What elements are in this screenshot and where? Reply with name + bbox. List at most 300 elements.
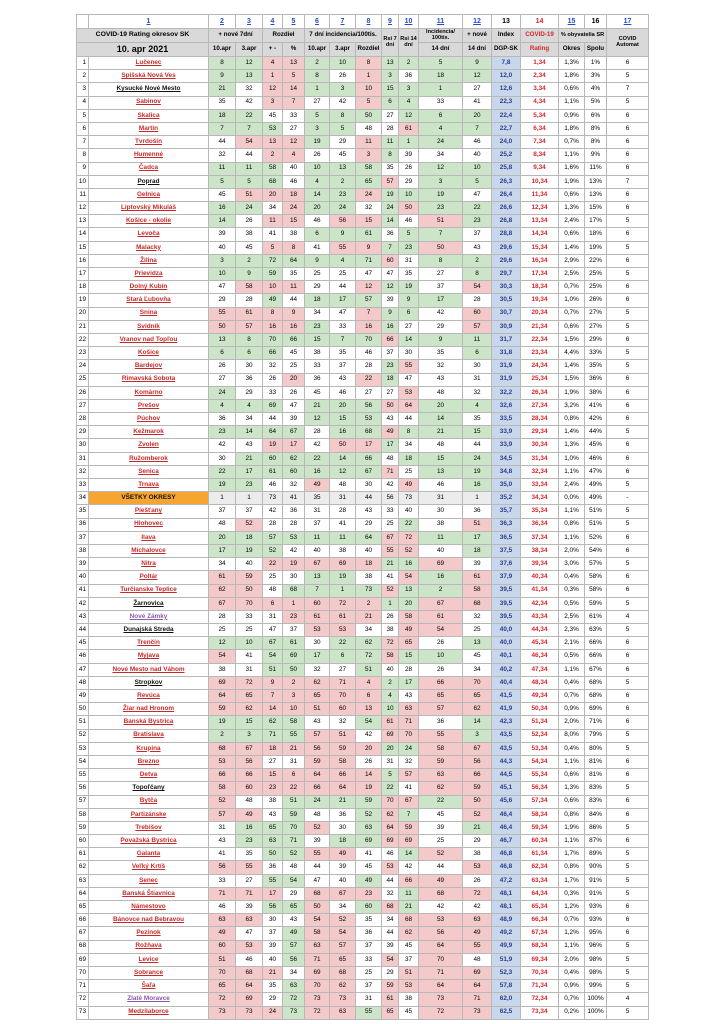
new-10apr-cell: 41 [209,848,236,861]
inc7-3apr-cell: 60 [330,703,356,716]
covid-automat-cell: 5 [607,307,649,320]
pct-spolu-cell: 68% [585,690,607,703]
rsi7-cell: 21 [382,558,399,571]
inc7-3apr-cell: 39 [330,861,356,874]
district-link[interactable]: Púchov [136,414,161,422]
district-link[interactable]: Skalica [137,111,160,119]
inc7-diff-cell: 9 [356,241,382,254]
rating-cell: 21,34 [521,320,559,333]
new-3apr-cell: 10 [236,637,263,650]
district-link[interactable]: Čadca [138,164,159,172]
pct-okres-cell: 1,6% [559,162,585,175]
rsi14-cell: 14 [399,333,419,346]
district-link[interactable]: Galanta [136,850,161,858]
col-number-15[interactable]: 15 [559,15,585,29]
rating-cell: 25,34 [521,373,559,386]
district-link[interactable]: Rožňava [135,942,162,950]
rsi7-cell: 25 [382,518,399,531]
district-link[interactable]: Šaľa [141,982,156,990]
covid-automat-cell: 5 [607,782,649,795]
district-link[interactable]: Liptovský Mikuláš [120,203,177,211]
inc7-3apr-cell: 50 [330,439,356,452]
col-number-12[interactable]: 12 [463,15,492,29]
inc7-diff-cell: 21 [356,610,382,623]
diff-pct-cell: 9 [283,307,305,320]
table-row [77,558,649,571]
district-link[interactable]: Zlaté Moravce [127,995,170,1003]
index-dgp-cell: 22,3 [492,96,521,109]
district-link[interactable]: Košice [138,349,159,357]
subheader-3apr: 3.apr [236,43,263,57]
district-link[interactable]: Rimavská Sobota [121,375,176,383]
new14-cell: 20 [463,109,492,122]
index-dgp-cell: 46,4 [492,808,521,821]
district-link[interactable]: Poltár [139,573,158,581]
district-link[interactable]: Topoľčany [132,784,165,792]
table-row [77,861,649,874]
district-link[interactable]: Považská Bystrica [120,836,177,844]
diff-pct-cell: 22 [283,782,305,795]
new-10apr-cell: 3 [209,254,236,267]
district-name-cell [89,690,209,703]
rating-cell: 35,34 [521,505,559,518]
new14-cell: 25 [463,624,492,637]
index-dgp-cell: 40,0 [492,637,521,650]
new14-cell: 29 [463,835,492,848]
diff-pct-cell: 14 [283,83,305,96]
index-dgp-cell: 57,8 [492,980,521,993]
district-name-cell [89,755,209,768]
district-link[interactable]: Ružomberok [129,454,168,462]
district-link[interactable]: Tvrdošín [135,138,162,146]
inc14-cell: 55 [419,729,463,742]
inc7-diff-cell: 35 [356,914,382,927]
table-row [77,795,649,808]
new-10apr-cell: 66 [209,769,236,782]
index-dgp-cell: 35,0 [492,479,521,492]
row-number: 47 [77,663,89,676]
district-link[interactable]: Hlohovec [134,520,163,528]
inc7-10apr-cell: 31 [305,505,330,518]
table-row [77,215,649,228]
covid-automat-cell: 6 [607,650,649,663]
district-name-cell [89,914,209,927]
diff-plusminus-cell: 52 [263,544,283,557]
rsi14-cell: 35 [399,268,419,281]
district-link[interactable]: Bratislava [133,731,164,739]
new-3apr-cell: 59 [236,571,263,584]
col-number-10[interactable]: 10 [399,15,419,29]
rsi7-cell: 67 [382,531,399,544]
new-10apr-cell: 19 [209,479,236,492]
rsi7-cell: 57 [382,175,399,188]
rsi14-cell: 28 [399,663,419,676]
diff-pct-cell: 19 [283,558,305,571]
row-number: 29 [77,426,89,439]
table-row [77,782,649,795]
inc14-cell: 12 [419,162,463,175]
district-link[interactable]: Stará Ľubovňa [126,296,171,304]
inc7-diff-cell: 28 [356,360,382,373]
district-link[interactable]: Komárno [134,388,163,396]
col-number-11[interactable]: 11 [419,15,463,29]
rating-cell: 53,34 [521,742,559,755]
index-dgp-cell: 31,9 [492,360,521,373]
district-link[interactable]: Trebišov [135,823,162,831]
diff-plusminus-cell: 61 [263,465,283,478]
district-name-cell [89,479,209,492]
covid-automat-cell: 6 [607,57,649,70]
district-link[interactable]: Malacky [136,243,161,251]
inc7-3apr-cell: 42 [330,96,356,109]
index-dgp-cell: 29,6 [492,241,521,254]
rsi14-cell: 27 [399,320,419,333]
rating-cell: 3,34 [521,83,559,96]
diff-pct-cell: 15 [283,215,305,228]
covid-automat-cell: 6 [607,703,649,716]
district-link[interactable]: Myjava [137,652,160,660]
rsi14-cell: 2 [399,57,419,70]
district-link[interactable]: VŠETKY OKRESY [121,494,176,502]
diff-pct-cell: 53 [283,531,305,544]
district-link[interactable]: Krupina [136,744,161,752]
inc7-diff-cell: 15 [356,215,382,228]
rsi14-cell: 73 [399,492,419,505]
table-row [77,333,649,346]
pct-spolu-cell: 13% [585,188,607,201]
district-link[interactable]: Košice - okolie [125,217,172,225]
district-link[interactable]: Poprad [137,177,160,185]
new-3apr-cell: 42 [236,96,263,109]
col-number-17[interactable]: 17 [607,15,649,29]
district-link[interactable]: Trnava [138,480,159,488]
inc7-10apr-cell: 52 [305,821,330,834]
index-dgp-cell: 12,0 [492,70,521,83]
diff-plusminus-cell: 7 [263,690,283,703]
rating-cell: 10,34 [521,175,559,188]
inc7-10apr-cell: 55 [305,848,330,861]
col-number-2[interactable]: 2 [209,15,236,29]
district-link[interactable]: Lučenec [135,58,162,66]
new-3apr-cell: 34 [236,413,263,426]
index-dgp-cell: 34,8 [492,465,521,478]
new14-cell: 15 [463,426,492,439]
col-number-4[interactable]: 4 [263,15,283,29]
district-link[interactable]: Pezinok [136,929,161,937]
district-name-cell [89,386,209,399]
district-link[interactable]: Brezno [137,757,160,765]
inc14-cell: 71 [419,966,463,979]
inc7-diff-cell: 43 [356,505,382,518]
row-number: 56 [77,782,89,795]
district-name-cell [89,162,209,175]
inc7-diff-cell: 23 [356,887,382,900]
district-name-cell [89,544,209,557]
new-3apr-cell: 48 [236,795,263,808]
diff-plusminus-cell: 42 [263,505,283,518]
district-link[interactable]: Žiar nad Hronom [122,705,175,713]
new14-cell: 10 [463,162,492,175]
inc7-diff-cell: 7 [356,307,382,320]
district-link[interactable]: Levice [138,955,159,963]
table-row [77,413,649,426]
inc14-cell: 3 [419,175,463,188]
covid-automat-cell: 5 [607,360,649,373]
pct-okres-cell: 0,6% [559,320,585,333]
diff-plusminus-cell: 60 [263,452,283,465]
diff-plusminus-cell: 72 [263,254,283,267]
new-3apr-cell: 72 [236,676,263,689]
col-number-5[interactable]: 5 [283,15,305,29]
inc7-3apr-cell: 26 [330,70,356,83]
pct-spolu-cell: 46% [585,452,607,465]
district-link[interactable]: Veľký Krtíš [131,863,166,871]
diff-pct-cell: 41 [283,492,305,505]
diff-pct-cell: 31 [283,755,305,768]
table-row [77,571,649,584]
header-row-1 [77,29,649,43]
new-10apr-cell: 26 [209,360,236,373]
district-name-cell [89,83,209,96]
diff-plusminus-cell: 47 [263,624,283,637]
col-number-16: 16 [585,15,607,29]
district-link[interactable]: Bardejov [134,362,163,370]
new14-cell: 45 [463,650,492,663]
district-link[interactable]: Dolný Kubín [129,283,168,291]
district-link[interactable]: Gelnica [136,190,161,198]
district-link[interactable]: Humenné [133,151,164,159]
row-number: 39 [77,558,89,571]
col-number-6[interactable]: 6 [305,15,330,29]
col-number-3[interactable]: 3 [236,15,263,29]
district-link[interactable]: Revúca [137,691,160,699]
inc7-3apr-cell: 23 [330,188,356,201]
district-link[interactable]: Senec [139,876,158,884]
rsi7-cell: 44 [382,874,399,887]
diff-pct-cell: 52 [283,848,305,861]
table-row [77,505,649,518]
col-number-9[interactable]: 9 [382,15,399,29]
diff-pct-cell: 67 [283,426,305,439]
table-row [77,465,649,478]
district-link[interactable]: Zvolen [138,441,159,449]
diff-plusminus-cell: 49 [263,294,283,307]
inc7-diff-cell: 66 [356,452,382,465]
rating-cell: 72,34 [521,993,559,1006]
rsi14-cell: 16 [399,558,419,571]
rsi7-cell: 66 [382,333,399,346]
diff-pct-cell: 47 [283,399,305,412]
pct-spolu-cell: 3% [585,70,607,83]
pct-okres-cell: 1,1% [559,755,585,768]
district-link[interactable]: Stropkov [134,678,163,686]
rsi14-cell: 65 [399,637,419,650]
district-link[interactable]: Partizánske [130,810,167,818]
district-link[interactable]: Medzilaborce [128,1008,169,1016]
inc7-diff-cell: 14 [356,769,382,782]
inc7-3apr-cell: 8 [330,109,356,122]
inc7-diff-cell: 22 [356,373,382,386]
new-3apr-cell: 55 [236,861,263,874]
new-3apr-cell: 27 [236,874,263,887]
row-number: 64 [77,887,89,900]
diff-plusminus-cell: 58 [263,162,283,175]
inc7-diff-cell: 10 [356,83,382,96]
new-10apr-cell: 47 [209,281,236,294]
diff-plusminus-cell: 26 [263,373,283,386]
district-name-cell [89,861,209,874]
rsi14-cell: 45 [399,940,419,953]
new-3apr-cell: 39 [236,901,263,914]
inc7-3apr-cell: 37 [330,360,356,373]
col-number-8[interactable]: 8 [356,15,382,29]
district-link[interactable]: Námestovo [131,902,166,910]
district-link[interactable]: Dunajská Streda [123,625,174,633]
new14-cell: 21 [463,821,492,834]
district-link[interactable]: Žilina [140,256,157,264]
district-link[interactable]: Senica [138,467,159,475]
district-link[interactable]: Trenčín [137,639,160,647]
district-link[interactable]: Nové Mesto nad Váhom [112,665,185,673]
rsi7-cell: 16 [382,320,399,333]
col-number-1[interactable]: 1 [89,15,209,29]
district-link[interactable]: Detva [139,771,158,779]
district-link[interactable]: Turčianske Teplice [120,586,177,594]
new-3apr-cell: 26 [236,215,263,228]
inc7-diff-cell: 17 [356,439,382,452]
inc14-cell: 36 [419,716,463,729]
diff-pct-cell: 73 [283,1006,305,1019]
diff-plusminus-cell: 34 [263,202,283,215]
district-link[interactable]: Kežmarok [133,428,164,436]
inc7-diff-cell: 11 [356,136,382,149]
district-link[interactable]: Svidník [137,322,160,330]
subheader-okres: Okres [559,43,585,57]
district-link[interactable]: Sobrance [133,968,164,976]
rsi14-cell: 29 [399,175,419,188]
district-name-cell [89,57,209,70]
rating-cell: 11,34 [521,188,559,201]
district-link[interactable]: Prešov [137,401,160,409]
new-10apr-cell: 72 [209,993,236,1006]
col-number-13: 13 [492,15,521,29]
inc7-3apr-cell: 34 [330,901,356,914]
table-row [77,175,649,188]
diff-plusminus-cell: 4 [263,57,283,70]
pct-okres-cell: 1,8% [559,122,585,135]
rsi14-cell: 42 [399,861,419,874]
index-dgp-cell: 47,2 [492,874,521,887]
index-dgp-cell: 37,6 [492,558,521,571]
pct-spolu-cell: 100% [585,1006,607,1019]
rsi14-cell: 26 [399,162,419,175]
district-link[interactable]: Prievidza [134,269,163,277]
new14-cell: 47 [463,188,492,201]
rsi7-cell: 39 [382,940,399,953]
pct-okres-cell: 1,2% [559,927,585,940]
district-name-cell [89,848,209,861]
inc14-cell: 65 [419,690,463,703]
rating-cell: 67,34 [521,927,559,940]
district-link[interactable]: Žarnovica [133,599,164,607]
district-name-cell [89,808,209,821]
rsi7-cell: 20 [382,742,399,755]
rating-cell: 73,34 [521,1006,559,1019]
table-row [77,690,649,703]
diff-plusminus-cell: 17 [263,887,283,900]
district-link[interactable]: Bánovce nad Bebravou [112,916,185,924]
district-link[interactable]: Snina [139,309,158,317]
inc7-3apr-cell: 70 [330,690,356,703]
diff-pct-cell: 72 [283,993,305,1006]
district-link[interactable]: Michalovce [131,546,166,554]
new-10apr-cell: 71 [209,887,236,900]
diff-pct-cell: 50 [283,663,305,676]
district-link[interactable]: Piešťany [134,507,163,515]
pct-okres-cell: 1,3% [559,57,585,70]
covid-automat-cell: 6 [607,413,649,426]
district-link[interactable]: Vranov nad Topľou [119,335,178,343]
district-link[interactable]: Nové Zámky [129,612,168,620]
district-link[interactable]: Spišská Nová Ves [121,72,176,80]
inc7-10apr-cell: 58 [305,927,330,940]
district-name-cell [89,782,209,795]
district-link[interactable]: Banská Bystrica [123,718,174,726]
district-link[interactable]: Banská Štiavnica [122,889,175,897]
district-link[interactable]: Nitra [141,560,156,568]
rsi14-cell: 59 [399,821,419,834]
row-number: 55 [77,769,89,782]
district-link[interactable]: Levoča [137,230,160,238]
district-link[interactable]: Ilava [141,533,156,541]
district-link[interactable]: Sabinov [136,98,161,106]
district-link[interactable]: Kysucké Nové Mesto [116,85,181,93]
diff-pct-cell: 16 [283,320,305,333]
rsi7-cell: 36 [382,228,399,241]
new14-cell: 67 [463,742,492,755]
subheader-dgp: DGP-SK [492,43,521,57]
covid-automat-cell: 6 [607,637,649,650]
district-name-cell [89,215,209,228]
inc7-diff-cell: 51 [356,663,382,676]
covid-automat-cell: - [607,492,649,505]
index-dgp-cell: 30,9 [492,320,521,333]
new-10apr-cell: 4 [209,399,236,412]
diff-plusminus-cell: 19 [263,439,283,452]
diff-pct-cell: 59 [283,808,305,821]
diff-pct-cell: 46 [283,175,305,188]
district-link[interactable]: Bytča [139,797,158,805]
pct-spolu-cell: 58% [585,571,607,584]
rsi14-cell: 49 [399,479,419,492]
pct-spolu-cell: 100% [585,993,607,1006]
new-10apr-cell: 57 [209,808,236,821]
inc7-3apr-cell: 19 [330,571,356,584]
pct-spolu-cell: 57% [585,558,607,571]
header-incidencia-14: Incidencia/ 100tis. [419,29,463,43]
new-10apr-cell: 68 [209,742,236,755]
inc7-10apr-cell: 46 [305,215,330,228]
inc7-3apr-cell: 66 [330,769,356,782]
district-link[interactable]: Martin [138,124,159,132]
rsi7-cell: 15 [382,83,399,96]
row-number: 48 [77,676,89,689]
new14-cell: 32 [463,386,492,399]
new-10apr-cell: 69 [209,676,236,689]
inc7-3apr-cell: 56 [330,215,356,228]
col-number-7[interactable]: 7 [330,15,356,29]
inc7-10apr-cell: 15 [305,333,330,346]
